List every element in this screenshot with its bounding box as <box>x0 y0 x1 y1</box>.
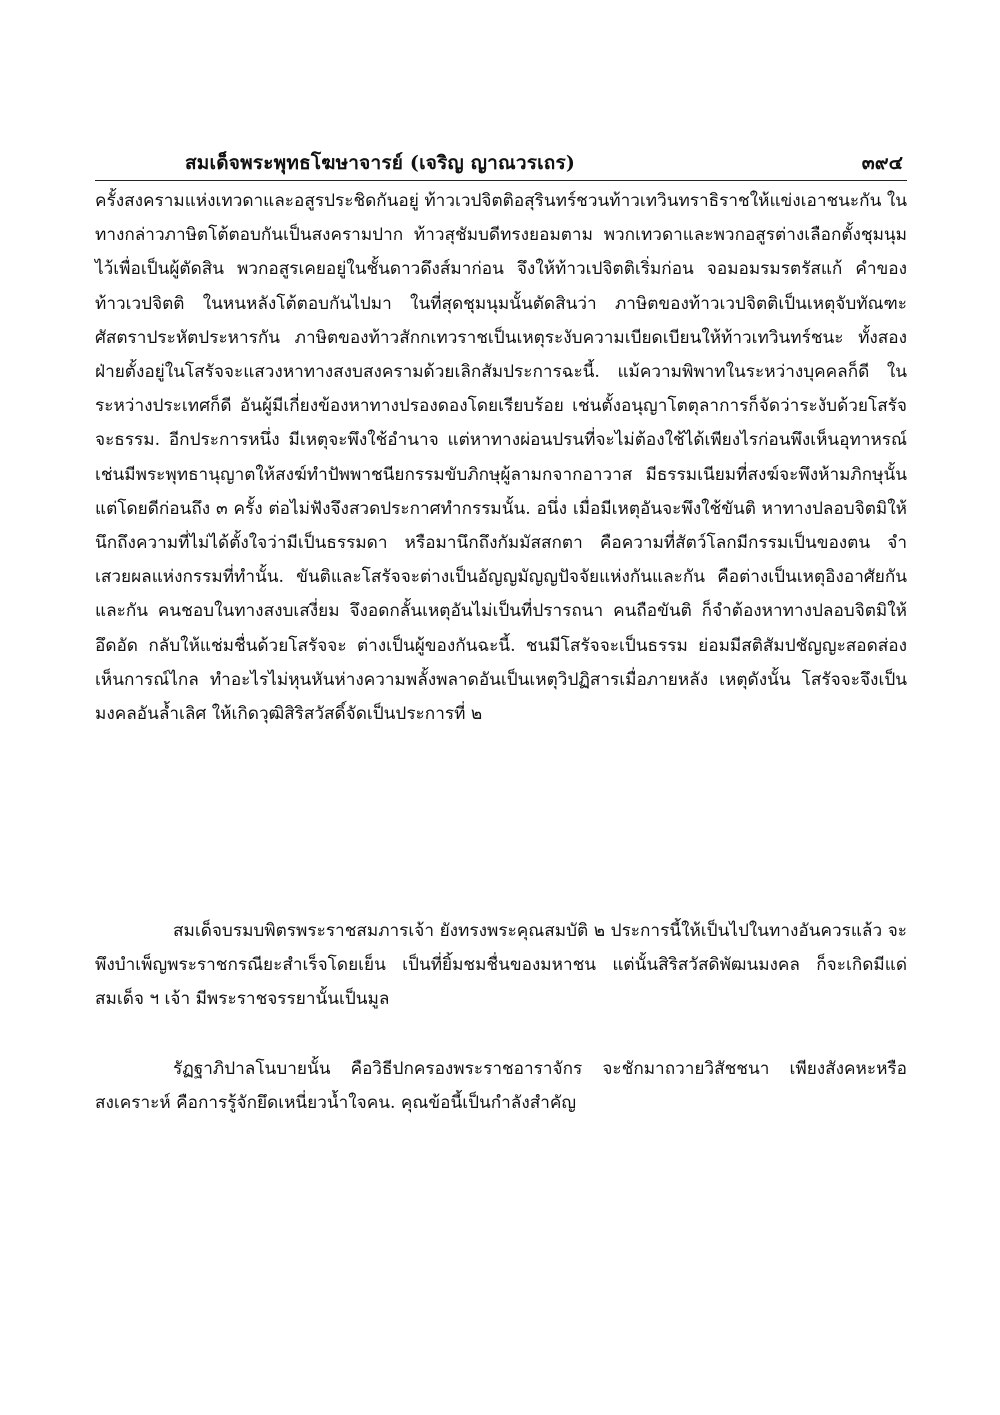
running-header <box>95 146 907 181</box>
page-number: ๓๙๔ <box>861 152 903 174</box>
paragraph-3: รัฏฐาภิปาลโนบายนั้น คือวิธีปกครองพระราชอาราจักร จะชักมาถวายวิสัชชนา เพียงสังคหะหรือสงเคราะห์ คือการรู้จักยึดเหนี่ยวน้ำใจคน. คุณข้อนี้เป็นกำลังสำคัญ <box>95 1059 907 1114</box>
paragraph-1: ครั้งสงครามแห่งเทวดาและอสูรประชิดกันอยู่ ท้าวเวปจิตติอสุรินทร์ชวนท้าวเทวินทราธิราชให้แข่งเอาชนะกัน ในทางกล่าวภาษิตโต้ตอบกันเป็นสงครามปาก ท้าวสุชัมบดีทรงยอมตาม พวกเทวดาและพวกอสูรต่างเลือกตั้งชุมนุมไว้เพื่อเป็นผู้ตัดสิน พวกอสูรเคยอยู่ในชั้นดาวดึงส์มาก่อน จึงให้ท้าวเปจิตติเริ่มก่อน จอมอมรมรตรัสแก้ คำของท้าวเวปจิตติ ในหนหลังโต้ตอบกันไปมา ในที่สุดชุมนุมนั้นตัดสินว่า ภาษิตของท้าวเวปจิตติเป็นเหตุจับทัณฑะศัสตราประหัตประหารกัน ภาษิตของท้าวสักกเทวราชเป็นเหตุระงับความเบียดเบียนให้ท้าวเทวินทร์ชนะ ทั้งสองฝ่ายตั้งอยู่ในโสรัจจะแสวงหาทางสงบสงครามด้วยเลิกสัมประการฉะนี้. แม้ความพิพาทในระหว่างบุคคลก็ดี ในระหว่างประเทศก็ดี อันผู้มีเกี่ยงข้องหาทางปรองดองโดยเรียบร้อย เช่นตั้งอนุญาโตตุลาการก็จัดว่าระงับด้วยโสรัจจะธรรม. อีกประการหนึ่ง มีเหตุจะพึงใช้อำนาจ แต่หาทางผ่อนปรนที่จะไม่ต้องใช้ได้เพียงไรก่อนพึงเห็นอุทาหรณ์ เช่นมีพระพุทธานุญาตให้สงฆ์ทำปัพพาชนียกรรมขับภิกษุผู้ลามกจากอาวาส มีธรรมเนียมที่สงฆ์จะพึงห้ามภิกษุนั้นแต่โดยดีก่อนถึง ๓ ครั้ง ต่อไม่ฟังจึงสวดประกาศทำกรรมนั้น. อนึ่ง เมื่อมีเหตุอันจะพึงใช้ขันติ หาทางปลอบจิตมิให้นึกถึงความที่ไม่ได้ตั้งใจว่ามีเป็นธรรมดา หรือมานึกถึงกัมมัสสกตา คือความที่สัตว์โลกมีกรรมเป็นของตน จำเสวยผลแห่งกรรมที่ทำนั้น. ขันติและโสรัจจะต่างเป็นอัญญมัญญปัจจัยแห่งกันและกัน คือต่างเป็นเหตุอิงอาศัยกันและกัน คนชอบในทางสงบเสงี่ยม จึงอดกลั้นเหตุอันไม่เป็นที่ปรารถนา คนถือขันติ ก็จำต้องหาทางปลอบจิตมิให้อึดอัด กลับให้แช่มชื่นด้วยโสรัจจะ ต่างเป็นผู้ของกันฉะนี้. ชนมีโสรัจจะเป็นธรรม ย่อมมีสติสัมปชัญญะสอดส่องเห็นการณ์ไกล ทำอะไรไม่หุนหันห่างความพลั้งพลาดอันเป็นเหตุวิปฏิสารเมื่อภายหลัง เหตุดังนั้น โสรัจจะจึงเป็นมงคลอันล้ำเลิศ ให้เกิดวุฒิสิริสวัสดิ์จัดเป็นประการที่ ๒ <box>95 191 907 725</box>
header-title: สมเด็จพระพุทธโฆษาจารย์ (เจริญ ญาณวรเถร) <box>185 152 576 174</box>
paragraph-2: สมเด็จบรมบพิตรพระราชสมภารเจ้า ยังทรงพระคุณสมบัติ ๒ ประการนี้ให้เป็นไปในทางอันควรแล้ว จะพึงบำเพ็ญพระราชกรณียะสำเร็จโดยเย็น เป็นที่ยิ้มชมชื่นของมหาชน แต่นั้นสิริสวัสดิพัฒนมงคล ก็จะเกิดมีแด่สมเด็จ ฯ เจ้า มีพระราชจรรยานั้นเป็นมูล <box>95 921 907 1010</box>
